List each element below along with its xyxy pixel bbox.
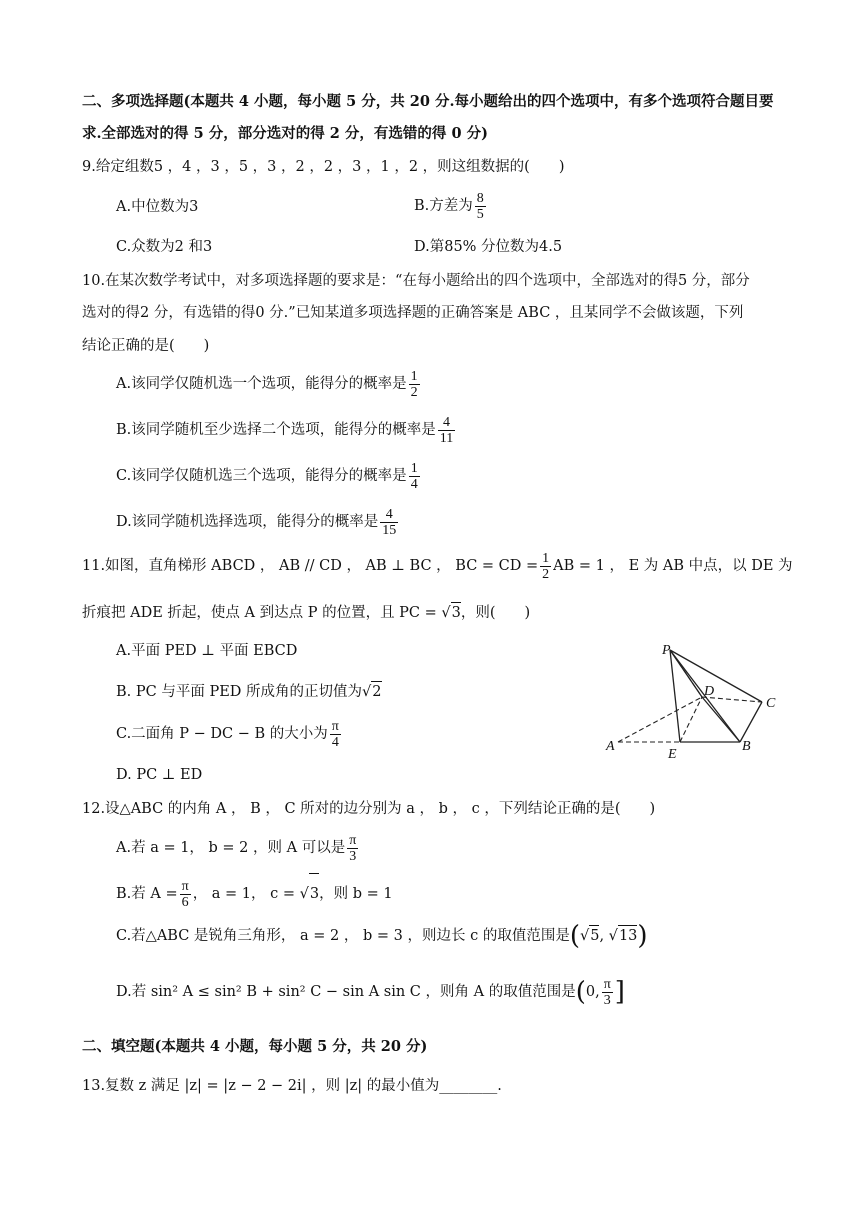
label-p: P: [662, 643, 671, 658]
folded-trapezoid-figure: [600, 640, 790, 765]
section-fill-blank-heading: 二、填空题(本题共 4 小题，每小题 5 分，共 20 分): [82, 1038, 428, 1055]
edge-bc: [740, 702, 762, 742]
label-a: A: [606, 739, 615, 754]
q12-option-c: C.若△ABC 是锐角三角形， a = 2 ， b = 3 ，则边长 c 的取值范围是(√5, √13): [116, 921, 648, 951]
q10-line2: 选对的得2 分，有选错的得0 分.”已知某道多项选择题的正确答案是 ABC ，且某同学不会做该题，下列: [82, 305, 744, 321]
q11-option-c: C.二面角 P − DC − B 的大小为 $\frac{\pi}{4}$: [116, 718, 339, 750]
section-heading-line1: 二、多项选择题(本题共 4 小题，每小题 5 分，共 20 分.每小题给出的四个选项中，有多个选项符合题目要: [82, 93, 774, 110]
q12-option-a: A.若 a = 1， b = 2 ，则 A 可以是 $\frac{\pi}{3}$: [116, 832, 357, 864]
label-e: E: [668, 747, 677, 762]
edge-pe: [670, 650, 680, 742]
edge-db: [702, 697, 740, 742]
q11-option-d: D. PC ⊥ ED: [116, 767, 203, 783]
q12-stem: 12.设△ABC 的内角 A ， B ， C 所对的边分别为 a ， b ， c ，下列结论正确的是( ): [82, 801, 656, 817]
fraction: $\frac{1}{2}$: [410, 368, 418, 400]
q9-stem: 9.给定组数5 ，4 ，3 ，5 ，3 ，2 ，2 ，3 ，1 ，2 ，则这组数据的( ): [82, 159, 565, 175]
q9-option-d: D.第85% 分位数为4.5: [414, 239, 563, 255]
q10-option-a: A.该同学仅随机选一个选项，能得分的概率是 $\frac{1}{2}$: [116, 368, 418, 400]
q11-option-b: B. PC 与平面 PED 所成角的正切值为√2: [116, 681, 382, 702]
q9-option-a: A.中位数为3: [116, 199, 199, 215]
q12-option-d: D.若 sin² A ≤ sin² B + sin² C − sin A sin C ，则角 A 的取值范围是(0, $\frac{\pi}{3}$ ]: [116, 976, 625, 1008]
edge-ed: [680, 697, 702, 742]
fraction: $\frac{\pi}{6}$: [181, 878, 189, 910]
q10-option-b: B.该同学随机至少选择二个选项，能得分的概率是 $\frac{4}{11}$: [116, 414, 454, 446]
fraction: $\frac{8}{5}$: [476, 190, 484, 222]
fraction: $\frac{\pi}{3}$: [603, 976, 611, 1008]
fraction: $\frac{4}{15}$: [382, 506, 397, 538]
q13-stem: 13.复数 z 满足 |z| = |z − 2 − 2i| ，则 |z| 的最小值为________.: [82, 1078, 502, 1094]
fraction: $\frac{1}{2}$: [542, 550, 550, 582]
label-d: D: [704, 684, 715, 699]
edge-pc: [670, 650, 762, 702]
q11-option-a: A.平面 PED ⊥ 平面 EBCD: [116, 643, 298, 659]
q10-line3: 结论正确的是( ): [82, 338, 210, 354]
fraction: $\frac{4}{11}$: [439, 414, 454, 446]
fraction: $\frac{\pi}{4}$: [331, 718, 339, 750]
q11-line1: 11.如图，直角梯形 ABCD ， AB // CD ， AB ⊥ BC ， BC = CD = $\frac{1}{2}$ AB = 1 ， E 为 AB 中点，以 DE 为: [82, 550, 793, 582]
fraction: $\frac{1}{4}$: [410, 460, 418, 492]
q9-option-b: B.方差为 $\frac{8}{5}$: [414, 190, 484, 222]
label-b: B: [742, 739, 751, 754]
section-heading-line2: 求.全部选对的得 5 分，部分选对的得 2 分，有选错的得 0 分): [82, 125, 488, 142]
q9-option-c: C.众数为2 和3: [116, 239, 213, 255]
edge-ad: [618, 697, 702, 742]
q11-line2: 折痕把 ADE 折起，使点 A 到达点 P 的位置，且 PC = √3，则( ): [82, 602, 530, 623]
q10-option-d: D.该同学随机选择选项，能得分的概率是 $\frac{4}{15}$: [116, 506, 397, 538]
q12-option-b: B.若 A = $\frac{\pi}{6}$ ， a = 1， c = √3，则 b = 1: [116, 873, 393, 914]
fraction: $\frac{\pi}{3}$: [349, 832, 357, 864]
label-c: C: [766, 696, 776, 711]
q10-line1: 10.在某次数学考试中，对多项选择题的要求是：“在每小题给出的四个选项中，全部选对的得5 分，部分: [82, 273, 750, 289]
q10-option-c: C.该同学仅随机选三个选项，能得分的概率是 $\frac{1}{4}$: [116, 460, 418, 492]
